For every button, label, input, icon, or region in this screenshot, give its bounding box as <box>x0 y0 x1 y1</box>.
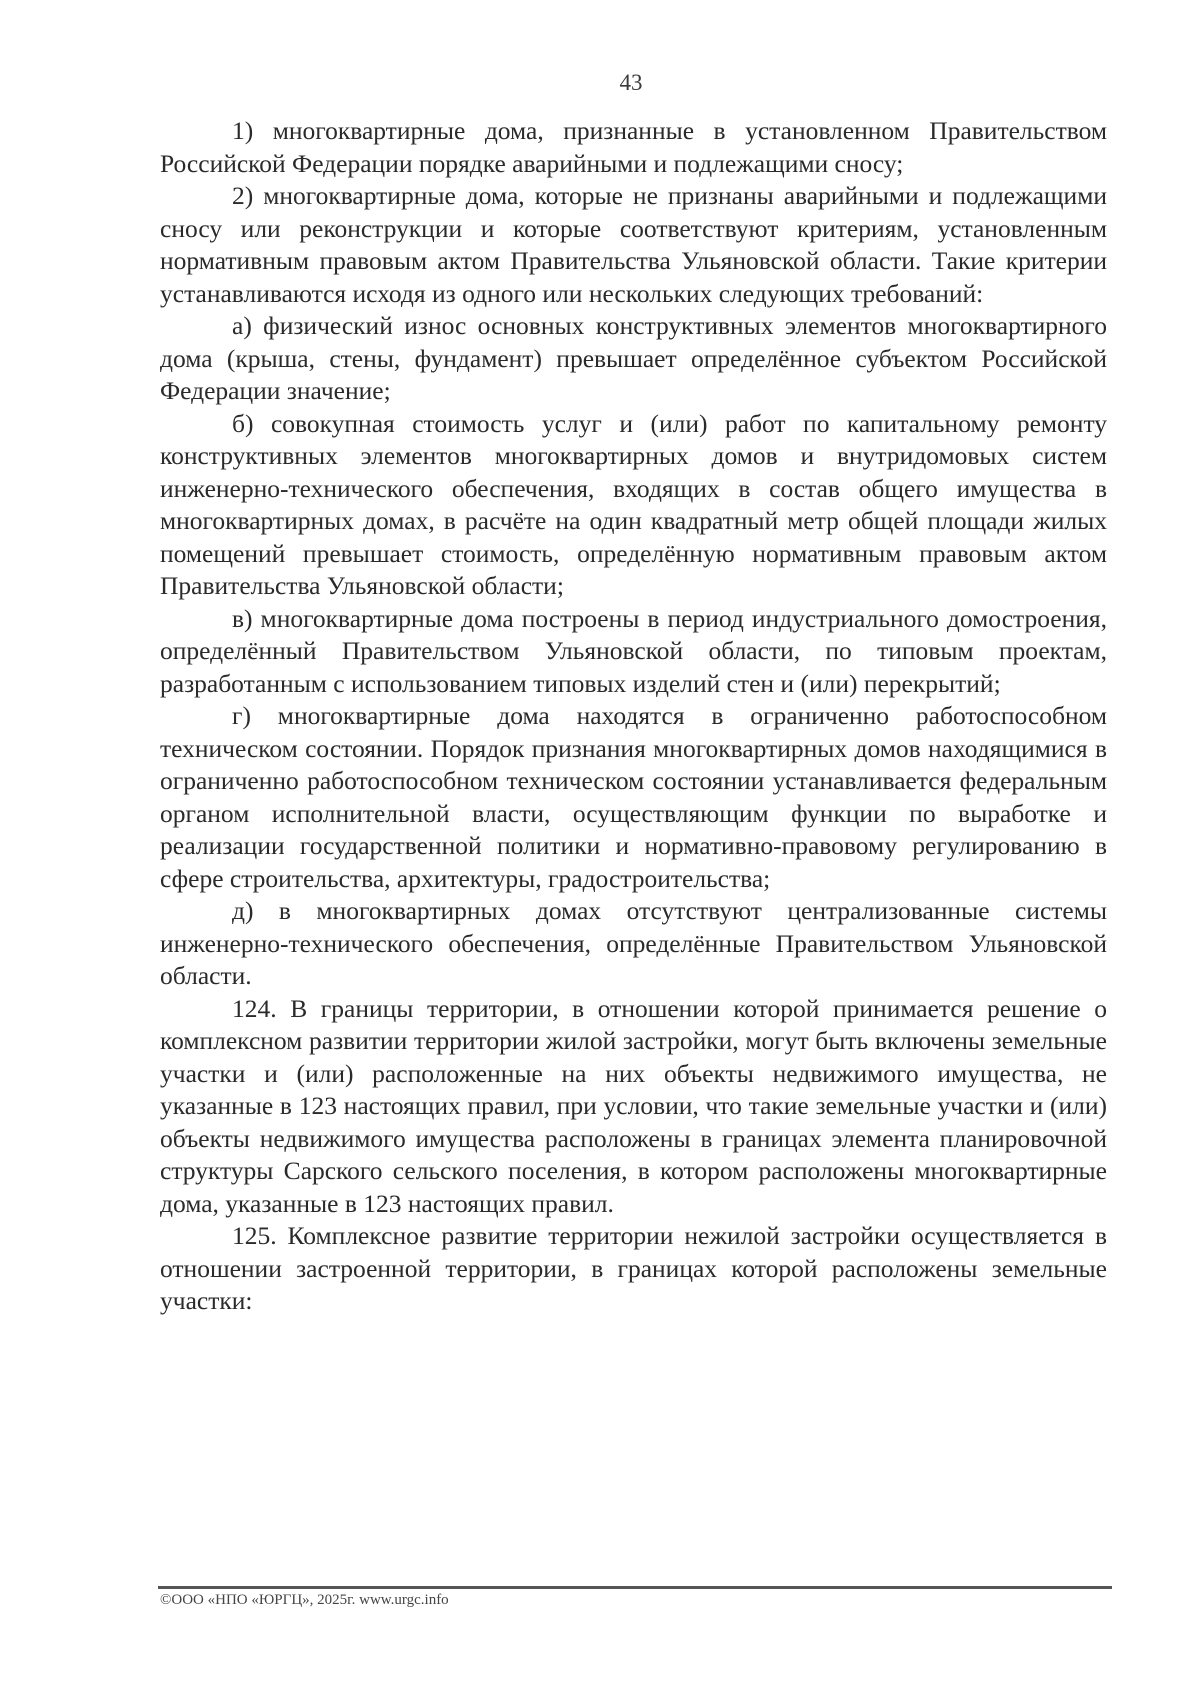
paragraph-item-2: 2) многоквартирные дома, которые не признаны аварийными и подлежащими сносу или реконструкции и которые соответствуют критериям, установленным нормативным правовым актом Правительства Ульяновской области. Такие критерии устанавливаются исходя из одного или нескольких следующих требований: <box>160 181 1107 308</box>
paragraph-item-1: 1) многоквартирные дома, признанные в установленном Правительством Российской Федерации порядке аварийными и подлежащими сносу; <box>160 116 1107 178</box>
page-number: 43 <box>619 70 643 95</box>
footer-copyright: ©ООО «НПО «ЮРГЦ», 2025г. www.urgc.info <box>160 1592 449 1608</box>
paragraph-item-b: б) совокупная стоимость услуг и (или) работ по капитальному ремонту конструктивных элементов многоквартирных домов и внутридомовых систем инженерно-технического обеспечения, входящих в состав общего имущества в многоквартирных домах, в расчёте на один квадратный метр общей площади жилых помещений превышает стоимость, определённую нормативным правовым актом Правительства Ульяновской области; <box>160 408 1107 600</box>
paragraph-item-d: д) в многоквартирных домах отсутствуют централизованные системы инженерно-технического обеспечения, определённые Правительством Ульяновской области. <box>160 896 1107 990</box>
document-body <box>160 115 1107 1318</box>
paragraph-clause-124: 124. В границы территории, в отношении которой принимается решение о комплексном развитии территории жилой застройки, могут быть включены земельные участки и (или) расположенные на них объекты недвижимого имущества, не указанные в 123 настоящих правил, при условии, что такие земельные участки и (или) объекты недвижимого имущества расположены в границах элемента планировочной структуры Сарского сельского поселения, в котором расположены многоквартирные дома, указанные в 123 настоящих правил. <box>160 993 1107 1218</box>
paragraph-item-a: а) физический износ основных конструктивных элементов многоквартирного дома (крыша, стены, фундамент) превышает определённое субъектом Российской Федерации значение; <box>160 311 1107 405</box>
paragraph-item-g: г) многоквартирные дома находятся в ограниченно работоспособном техническом состоянии. Порядок признания многоквартирных домов находящимися в ограниченно работоспособном техническом состоянии устанавливается федеральным органом исполнительной власти, осуществляющим функции по выработке и реализации государственной политики и нормативно-правовому регулированию в сфере строительства, архитектуры, градостроительства; <box>160 701 1107 893</box>
footer-divider <box>158 1586 1112 1589</box>
paragraph-clause-125: 125. Комплексное развитие территории нежилой застройки осуществляется в отношении застроенной территории, в границах которой расположены земельные участки: <box>160 1221 1107 1315</box>
paragraph-item-v: в) многоквартирные дома построены в период индустриального домостроения, определённый Правительством Ульяновской области, по типовым проектам, разработанным с использованием типовых изделий стен и (или) перекрытий; <box>160 603 1107 698</box>
